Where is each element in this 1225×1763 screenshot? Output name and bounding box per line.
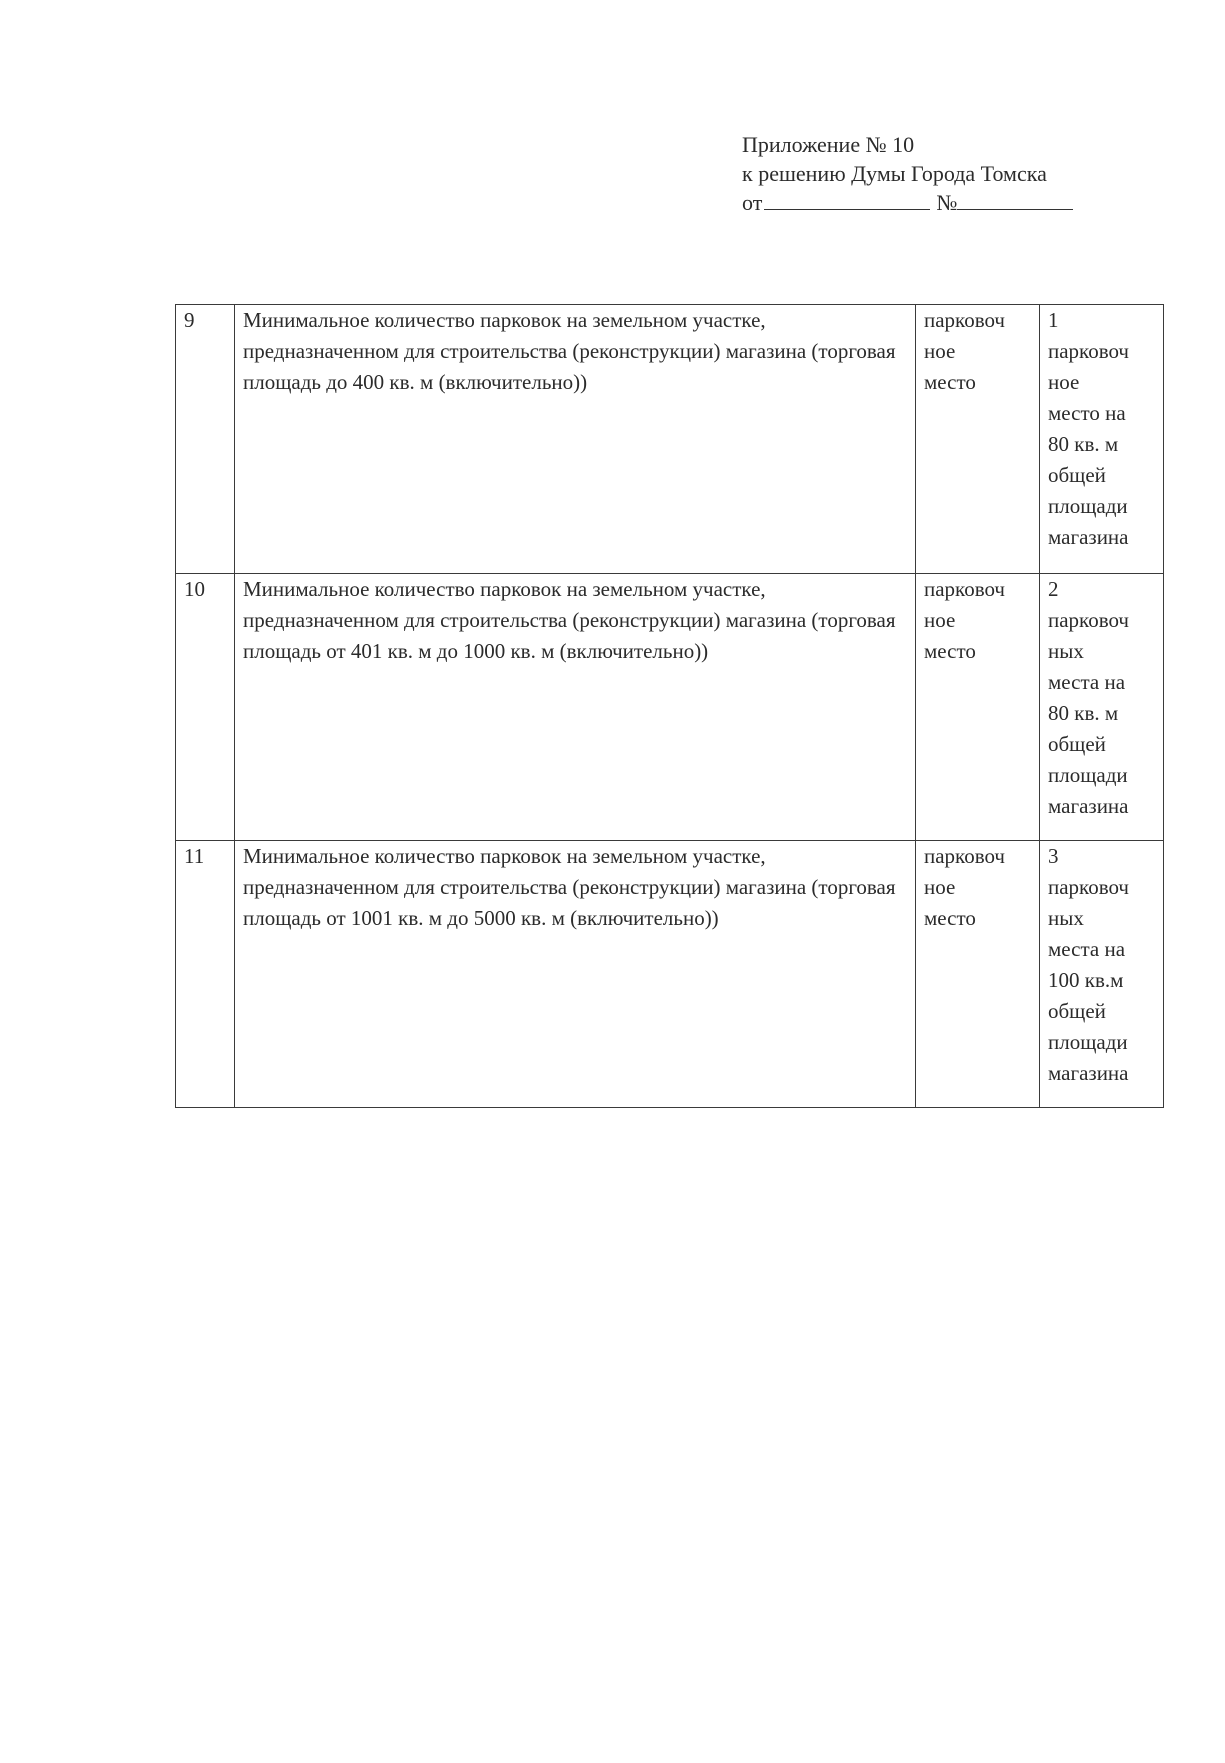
row-description: Минимальное количество парковок на земельном участке, предназначенном для строительства (реконструкции) магазина (торговая площадь от 1001 кв. м до 5000 кв. м (включительно)) [235,841,916,1108]
row-unit: парковоч ное место [916,305,1040,574]
row-number: 10 [176,574,235,841]
appendix-header [742,130,1073,217]
row-number: 9 [176,305,235,574]
date-blank [764,189,930,210]
row-description: Минимальное количество парковок на земельном участке, предназначенном для строительства (реконструкции) магазина (торговая площадь до 400 кв. м (включительно)) [235,305,916,574]
table-row [176,841,1164,1108]
number-blank [957,189,1073,210]
table-row [176,305,1164,574]
row-description: Минимальное количество парковок на земельном участке, предназначенном для строительства (реконструкции) магазина (торговая площадь от 401 кв. м до 1000 кв. м (включительно)) [235,574,916,841]
appendix-title: Приложение № 10 [742,132,915,157]
row-number: 11 [176,841,235,1108]
row-value: 1 парковоч ное место на 80 кв. м общей площади магазина [1040,305,1164,574]
row-unit: парковоч ное место [916,574,1040,841]
from-label: от [742,190,763,215]
parking-norms-table [175,304,1164,1108]
appendix-subtitle: к решению Думы Города Томска [742,161,1047,186]
row-value: 2 парковоч ных места на 80 кв. м общей площади магазина [1040,574,1164,841]
appendix-date-number-line [742,188,1073,217]
number-label: № [936,190,958,215]
row-value: 3 парковоч ных места на 100 кв.м общей площади магазина [1040,841,1164,1108]
row-unit: парковоч ное место [916,841,1040,1108]
table-row [176,574,1164,841]
